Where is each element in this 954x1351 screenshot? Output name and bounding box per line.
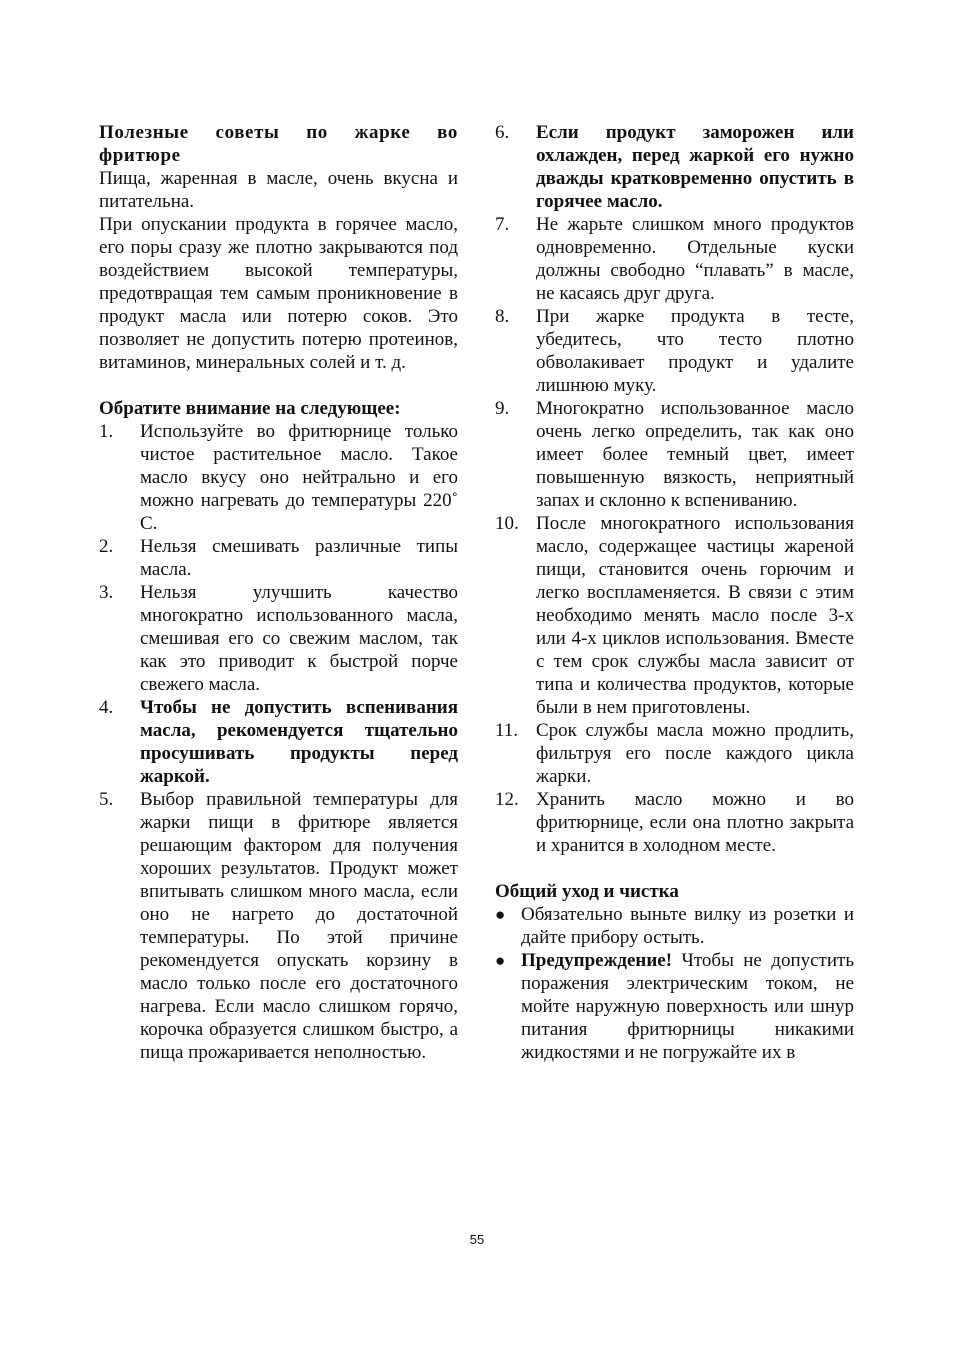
page-number: 55 [469, 1232, 485, 1247]
list-item [495, 213, 854, 305]
item-number: 12. [495, 789, 519, 810]
bullet-item [495, 903, 854, 949]
spacer [99, 374, 458, 397]
list-item [495, 719, 854, 788]
item-text: Срок службы масла можно продлить, фильтруя его после каждого цикла жарки. [536, 720, 854, 787]
item-text: Нельзя смешивать различные типы масла. [140, 536, 458, 580]
list-item [99, 420, 458, 535]
list-item [495, 121, 854, 213]
item-text: Используйте во фритюрнице только чистое растительное масло. Такое масло вкусу оно нейтрально и его можно нагревать до температуры 220˚ С. [140, 421, 458, 534]
item-text: Многократно использованное масло очень легко определить, так как оно имеет более темный цвет, имеет повышенную вязкость, неприятный запах и склонно к вспениванию. [536, 398, 854, 511]
bullet-text: Обязательно выньте вилку из розетки и дайте прибору остыть. [521, 904, 854, 948]
warning-label: Предупреждение! [521, 950, 673, 971]
bullet-text-warning [521, 949, 854, 1064]
section-heading-frying-tips: Полезные советы по жарке во фритюре [99, 122, 458, 166]
item-text: Не жарьте слишком много продуктов одновременно. Отдельные куски должны свободно “плавать” в масле, не касаясь друг друга. [536, 214, 854, 304]
paragraph-pores: При опускании продукта в горячее масло, его поры сразу же плотно закрываются под воздействием высокой температуры, предотвращая тем самым проникновение в продукт масла или потерю соков. Это позволяет не допустить потерю протеинов, витаминов, минеральных солей и т. д. [99, 214, 458, 373]
item-number: 3. [99, 582, 114, 603]
list-item [495, 512, 854, 719]
item-number: 5. [99, 789, 114, 810]
bullet-item [495, 949, 854, 1064]
left-column [99, 121, 458, 1064]
item-text: Нельзя улучшить качество многократно использованного масла, смешивая его со свежим маслом, так как это приводит к быстрой порче свежего масла. [140, 582, 458, 695]
item-number: 10. [495, 513, 519, 534]
section-heading-care-cleaning: Общий уход и чистка [495, 881, 679, 902]
right-column [495, 121, 854, 1064]
list-item [99, 696, 458, 788]
item-number: 11. [495, 720, 519, 741]
item-text-bold: Если продукт заморожен или охлажден, перед жаркой его нужно дважды кратковременно опустить в горячее масло. [536, 122, 854, 212]
tips-list-right [495, 121, 854, 857]
item-text: Выбор правильной температуры для жарки пищи в фритюре является решающим фактором для получения хороших результатов. Продукт может впитывать слишком много масла, если оно не нагрето до достаточной температуры. По этой причине рекомендуется опускать корзину в масло только после его достаточного нагрева. Если масло слишком горячо, корочка образуется слишком быстро, а пища прожаривается неполностью. [140, 789, 458, 1063]
item-number: 6. [495, 122, 510, 143]
bullet-icon: ● [495, 951, 506, 970]
section-heading-attention: Обратите внимание на следующее: [99, 398, 401, 419]
warning-text: Чтобы не допустить поражения электрическим током, не мойте наружную поверхность или шнур питания фритюрницы никакими жидкостями и не погружайте их в [521, 950, 854, 1063]
list-item [495, 788, 854, 857]
item-number: 7. [495, 214, 510, 235]
paragraph-intro: Пища, жаренная в масле, очень вкусна и питательна. [99, 168, 458, 212]
spacer [495, 857, 854, 880]
care-bullet-list [495, 903, 854, 1064]
list-item [99, 535, 458, 581]
item-number: 9. [495, 398, 510, 419]
list-item [99, 581, 458, 696]
item-text: При жарке продукта в тесте, убедитесь, что тесто плотно обволакивает продукт и удалите лишнюю муку. [536, 306, 854, 396]
list-item [495, 305, 854, 397]
item-text-bold: Чтобы не допустить вспенивания масла, рекомендуется тщательно просушивать продукты перед жаркой. [140, 697, 458, 787]
list-item [99, 788, 458, 1064]
tips-list-left [99, 420, 458, 1064]
list-item [495, 397, 854, 512]
bullet-icon: ● [495, 905, 506, 924]
item-number: 8. [495, 306, 510, 327]
item-text: После многократного использования масло, содержащее частицы жареной пищи, становится очень горючим и легко воспламеняется. В связи с этим необходимо менять масло после 3-х или 4-х циклов использования. Вместе с тем срок службы масла зависит от типа и количества продуктов, которые были в нем приготовлены. [536, 513, 854, 718]
item-number: 2. [99, 536, 114, 557]
item-number: 4. [99, 697, 114, 718]
item-text: Хранить масло можно и во фритюрнице, если она плотно закрыта и хранится в холодном месте. [536, 789, 854, 856]
item-number: 1. [99, 421, 114, 442]
